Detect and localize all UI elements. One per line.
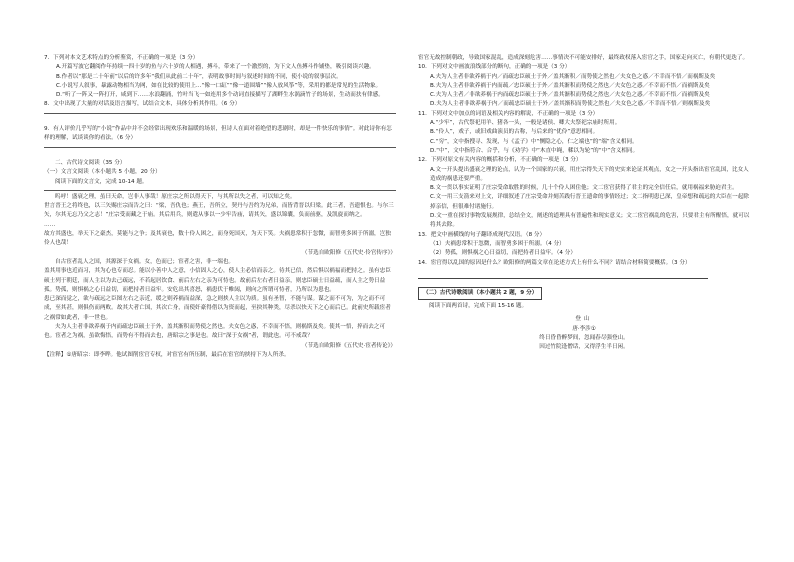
answer-line bbox=[44, 190, 396, 191]
left-paragraph: 患已深而觉之，欲与疏远之臣图左右之亲近，缓之则养祸而益深，急之则挟人主以为质。虽有圣智，不能与谋。谋之而不可为，为之而不可成，至其甚，则俱伤而两败。故其大者亡国，其次亡身，而使奸豪得借以为资而起，至抉其种类，尽杀以快天下之心而后已。此前史所载宦者之祸常如此者，非一世也。 bbox=[44, 296, 391, 321]
left-paragraph: B.作者以“那是二十年前”以后的许多年“我们从此前二十年”，表明故事时间与叙述时间的不同，使小说的叙事层次。 bbox=[56, 73, 342, 80]
right-paragraph: 宦官无故控制朝政，导致国家混乱，造成深刻危害……事情决不可能安排好，最终政权落入宦官之手，国家走向灭亡，有朝代更迭了。 bbox=[418, 55, 749, 61]
left-paragraph: 故方其盛也，举天下之豪杰，莫能与之争；及其衰也，数十伶人困之，而身死国灭，为天下笑。夫祸患常积于忽微，而智勇多困于所溺，岂独伶人也哉！ bbox=[44, 231, 391, 247]
left-paragraph: （一）文言文阅读（本小题共 5 小题，20 分） bbox=[44, 169, 161, 176]
left-paragraph: 自古宦者乱人之国，其源深于女祸。女，色而已；宦者之害，非一端也。 bbox=[55, 258, 235, 265]
left-paragraph: 9．有人评价几乎写的“小说”作品中并不会经常出现欢乐和温暖的场景，但诗人在面对着绝望的悲剧时，却是一件快乐的事情”。对此诗你有怎样的理解，试谈谈你的看法。（6 分） bbox=[44, 126, 392, 142]
right-paragraph: A.文一开头提出盛衰之理的论点，认为一个国家的兴衰，用庄宗得失天下的史实来论证其观点，女之一开头指出宦官乱国，比女人造成的祸患还要严重。 bbox=[430, 166, 749, 182]
section-divider bbox=[418, 278, 708, 279]
left-paragraph: （节选自欧阳修《五代史·伶官传序》） bbox=[301, 249, 396, 256]
left-paragraph: D.“听了一阵又一阵打开，咸到下……水浪翻涌，竹叶当飞一如连用多个动词直接描写了湖畔生水涡滴竹子的场景，生动而扶有律感。 bbox=[56, 92, 384, 99]
right-paragraph: D.“中”，文中指符合、合乎，与《劝学》中“木直中绳，輮以为轮”的“中”含义相同。 bbox=[430, 147, 639, 154]
right-paragraph: 14．宦官得以乱国的原因是什么？欧阳修的两篇文章在论述方式上有什么不同？请结合材料简要概括。（3 分） bbox=[418, 259, 691, 266]
poem-line-2: 因过竹院逢僧话，又得浮生半日闲。 bbox=[539, 344, 629, 351]
right-paragraph: A.夫为人主者非欲养祸于内／而疏忠臣硕士于外／盖其渐积／而势使之然也／夫女色之惑／不幸而不悟／而祸斯及矣 bbox=[430, 73, 716, 80]
right-paragraph: 11．下列对文中加点的词语及相关内容的解说，不正确的一项是（3 分） bbox=[418, 110, 599, 117]
poetry-section-title: （二）古代诗歌阅读（本小题共 2 题，9 分） bbox=[418, 287, 542, 300]
poetry-intro: 阅读下面两首诗，完成下面 15-16 题。 bbox=[429, 303, 528, 310]
left-paragraph: （节选自欧阳修《五代史·宦者传论》） bbox=[301, 342, 396, 349]
spacer bbox=[44, 116, 396, 125]
right-paragraph: D.夫为人主者非欲养祸于内／而疏忠臣硕士于外／盖其渐积而势使之然也／夫女色之惑／不幸而不悟／则祸斯及矣 bbox=[430, 101, 711, 108]
answer-line bbox=[44, 113, 396, 114]
poem-author: 唐·李涉① bbox=[572, 325, 596, 332]
right-paragraph: D.文一重在探讨事物发展规律，总结全文，阐述的道理具有普遍性和现实意义；文二宦官祸乱的危害，只要君主有所醒悟，就可以将其去除。 bbox=[430, 213, 750, 229]
spacer bbox=[44, 150, 396, 159]
left-column bbox=[44, 54, 396, 360]
right-paragraph: C.夫为人主者／非欲养祸于内而疏忠臣硕士于外／盖其渐积而势使之然也／夫女色之惑／不幸而不悟／而祸斯及矣 bbox=[430, 92, 710, 99]
right-column bbox=[418, 54, 750, 353]
right-question-list bbox=[418, 54, 750, 268]
right-paragraph: C.“穷”，文中指搜寻、发现，与《孟子》中“恻隐之心，仁之端也”的“端”含义相同。 bbox=[430, 138, 638, 145]
right-paragraph: 10．下列对文中画波浪线部分的断句，正确的一项是（3 分） bbox=[418, 64, 571, 71]
left-paragraph: 呜呼！盛衰之理，虽曰天命，岂非人事哉！原庄宗之所以得天下，与其所以失之者，可以知之矣。 bbox=[55, 193, 296, 200]
poetry-section bbox=[418, 287, 750, 353]
right-paragraph: 13．把文中画横线的句子翻译成现代汉语。（8 分） bbox=[418, 231, 546, 238]
right-paragraph: B.文一贯以事实证明了庄宗受命取胜的时候，几十个伶人困住他；文二宦官获得了君主的完全信任后，就用祸福来胁迫君主。 bbox=[430, 185, 738, 192]
left-paragraph: 盖其用事也近而习，其为心也专而忍。能以小善中人之意，小信固人之心，使人主必信而亲之。待其已信，然后惧以祸福而把持之。虽有忠臣硕士列于朝廷，而人主以为去己疏远，不若起居饮食、前后左右之亲为可恃也。故前后左右者日益亲，则忠臣硕士日益疏，而人主之势日益孤。势孤，则惧祸之心日益切，而把持者日益牢。安危出其喜怒，祸患伏于帷闼，则向之所谓可恃者，乃所以为患也。 bbox=[44, 268, 391, 293]
poem-line-1: 终日昏昏醉梦间，忽闻春尽强登山。 bbox=[539, 335, 629, 342]
answer-line bbox=[44, 147, 396, 148]
right-paragraph: （2）势孤，则惧祸之心日益切，而把持者日益牢。（4 分） bbox=[430, 250, 576, 257]
left-paragraph: 世言晋王之将终也，以三矢赐庄宗而告之曰：“梁，吾仇也；燕王，吾所立，契丹与吾约为兄弟，而皆背晋以归梁。此三者，吾遗恨也。与尔三矢，尔其无忘乃父之志！”庄宗受而藏之于庙。其后用兵，则遣从事以一少牢告庙，请其矢，盛以锦囊，负而前驱，及凯旋而纳之。 bbox=[44, 203, 394, 219]
right-paragraph: C.文一用三支箭来对上文，详细叙述了庄宗受命并刻苦践行晋王遗命的事情经过；文二指明患已深，皇帝想和疏远的大臣在一起除掉亲信，但很难付诸施行。 bbox=[430, 194, 749, 210]
left-paragraph: 【注释】①唐昭宗：即李晔。他试图削宦官专权，对宦官有所压制，最后在宦官的挟持下为人所杀。 bbox=[44, 351, 290, 358]
left-paragraph: C.小说写人叙事，暴露动物相当为网，如在比较的使用上…“像一口缸”“像一道围墙”“像人放风筝”等，采用的都是常见的生活物象。 bbox=[56, 82, 382, 89]
left-paragraph: 8．文中出现了大量的对话及语言描写，试结合文本，具体分析其作用。（6 分） bbox=[44, 101, 241, 108]
left-paragraph: 7．下列对本文艺术特点的分析鉴赏，不正确的一项是（3 分） bbox=[44, 55, 199, 61]
left-paragraph: …… bbox=[44, 221, 56, 228]
right-paragraph: B.夫为人主者非欲养祸于内而疏／忠臣硕士于外／盖其渐积而势使之然也／夫女色之惑／不幸而不悟／而祸斯及矣 bbox=[430, 82, 710, 89]
left-paragraph: 阅读下面的文言文，完成 10-14 题。 bbox=[55, 178, 148, 185]
left-paragraph: 夫为人主者非欲养祸于内而疏忠臣硕士于外，盖其渐积而势使之然也。夫女色之惑，不幸而不悟，则祸斯及矣。使其一悟，捽而去之可也。宦者之为祸，虽欲悔悟，而势有不得而去也，唐昭宗之事是也。故曰“深于女祸”者，谓此也。可不戒哉？ bbox=[44, 324, 386, 340]
poem-title: 登山 bbox=[575, 316, 593, 323]
right-paragraph: （1）夫祸患常积于忽微，而智勇多困于所溺。（4 分） bbox=[430, 240, 565, 247]
right-paragraph: B.“伶人”，戏子，或旧戏曲演员的古称，与后来的“优伶”意思相同。 bbox=[430, 129, 599, 136]
left-paragraph: 二、古代诗文阅读（35 分） bbox=[55, 159, 126, 166]
right-paragraph: A.“少牢”，古代祭祀用羊、猪各一头，一般是诸侯、卿大夫祭祀宗庙时所用。 bbox=[430, 120, 621, 127]
right-paragraph: 12．下列对原文有关内容的概括和分析，不正确的一项是（3 分） bbox=[418, 157, 582, 164]
left-paragraph: A.开篇写波它翻阅作年持续一四十岁的鱼与六十岁的人相遇，搏斗，带来了一个激烈的，为下文人鱼搏斗作铺垫，吸引阅读兴趣。 bbox=[56, 64, 375, 71]
